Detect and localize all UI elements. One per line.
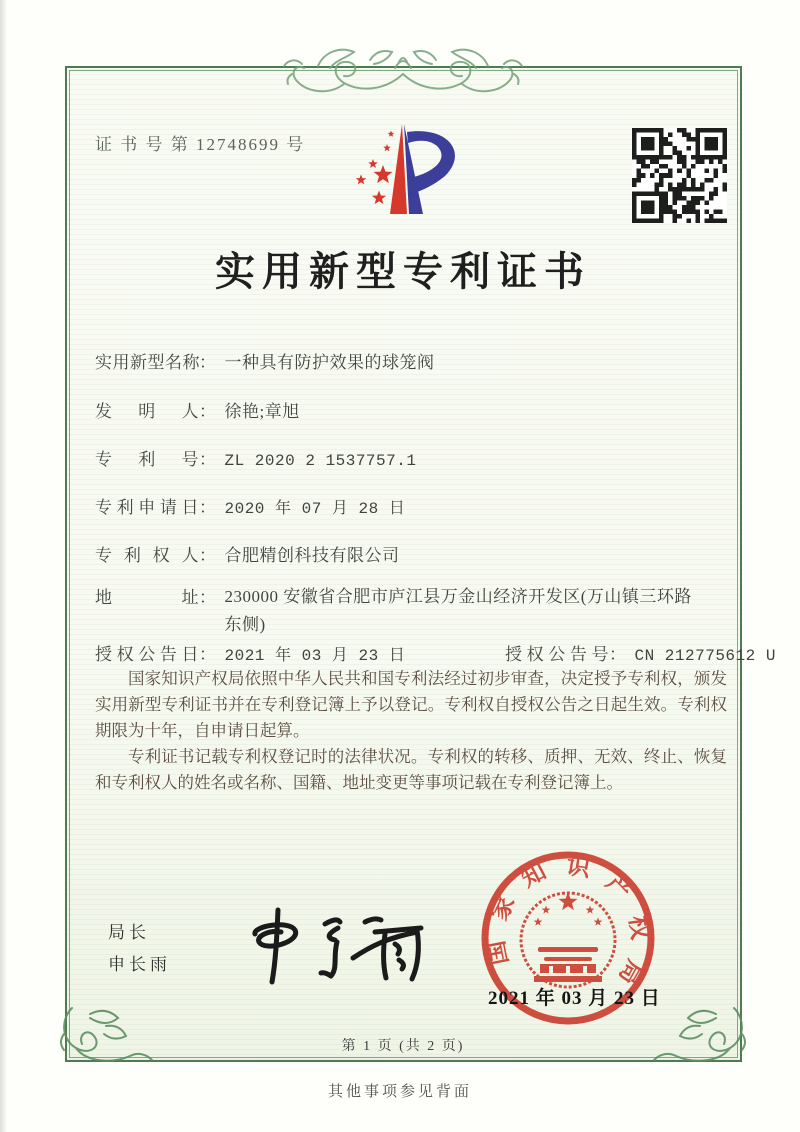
seal-text: 国家知识产权局	[483, 852, 653, 991]
field-row-patent-number: 专利号： ZL 2020 2 1537757.1	[95, 445, 416, 470]
legal-paragraph-1: 国家知识产权局依照中华人民共和国专利法经过初步审查，决定授予专利权，颁发实用新型专利证书并在专利登记簿上予以登记。专利权自授权公告之日起生效。专利权期限为十年，自申请日起算。	[95, 669, 727, 740]
commissioner-title: 局长	[108, 923, 150, 942]
national-emblem-icon	[521, 892, 615, 987]
commissioner-name: 申长雨	[108, 955, 171, 974]
field-label: 专利权人	[95, 546, 199, 565]
field-label: 发明人	[95, 402, 199, 421]
grant-number-group: 授权公告号： CN 212775612 U	[505, 640, 776, 665]
legal-text	[95, 666, 727, 796]
field-value: 230000 安徽省合肥市庐江县万金山经济开发区(万山镇三环路东侧)	[224, 587, 692, 634]
certificate-title: 实用新型专利证书	[215, 249, 591, 294]
back-note: 其他事项参见背面	[327, 1084, 472, 1100]
field-row-filing-date: 专利申请日： 2020 年 07 月 28 日	[95, 493, 405, 518]
field-value: 2021 年 03 月 23 日	[224, 647, 406, 665]
field-value: CN 212775612 U	[634, 647, 776, 665]
field-row-name: 实用新型名称： 一种具有防护效果的球笼阀	[95, 348, 435, 373]
field-row-address: 地址： 230000 安徽省合肥市庐江县万金山经济开发区(万山镇三环路东侧)	[95, 583, 707, 639]
field-value: 一种具有防护效果的球笼阀	[224, 353, 435, 372]
field-row-grant: 授权公告日： 2021 年 03 月 23 日 授权公告号： CN 212775612 U	[95, 640, 405, 665]
page-number: 第 1 页 (共 2 页)	[341, 1039, 465, 1054]
certificate-number: 证 书 号 第 12748699 号	[95, 135, 306, 154]
field-value: 合肥精创科技有限公司	[224, 546, 400, 565]
handwritten-signature	[225, 882, 425, 987]
field-row-patentee: 专利权人： 合肥精创科技有限公司	[95, 541, 400, 566]
qr-code	[632, 128, 727, 223]
field-value: 徐艳;章旭	[224, 402, 300, 421]
field-label: 地址	[95, 588, 199, 607]
field-label: 授权公告号	[505, 645, 609, 664]
field-label: 实用新型名称	[95, 353, 200, 372]
cnipa-logo-icon	[343, 118, 478, 222]
seal-date: 2021 年 03 月 23 日	[488, 988, 661, 1009]
field-row-inventor: 发明人： 徐艳;章旭	[95, 397, 300, 422]
scan-edge-shadow	[0, 0, 10, 1132]
legal-paragraph-2: 专利证书记载专利权登记时的法律状况。专利权的转移、质押、无效、终止、恢复和专利权人的姓名或名称、国籍、地址变更等事项记载在专利登记簿上。	[95, 747, 727, 792]
field-value: 2020 年 07 月 28 日	[224, 500, 406, 518]
field-label: 专利申请日	[95, 498, 199, 517]
field-label: 专利号	[95, 450, 199, 469]
field-value: ZL 2020 2 1537757.1	[224, 452, 417, 470]
field-label: 授权公告日	[95, 645, 199, 664]
